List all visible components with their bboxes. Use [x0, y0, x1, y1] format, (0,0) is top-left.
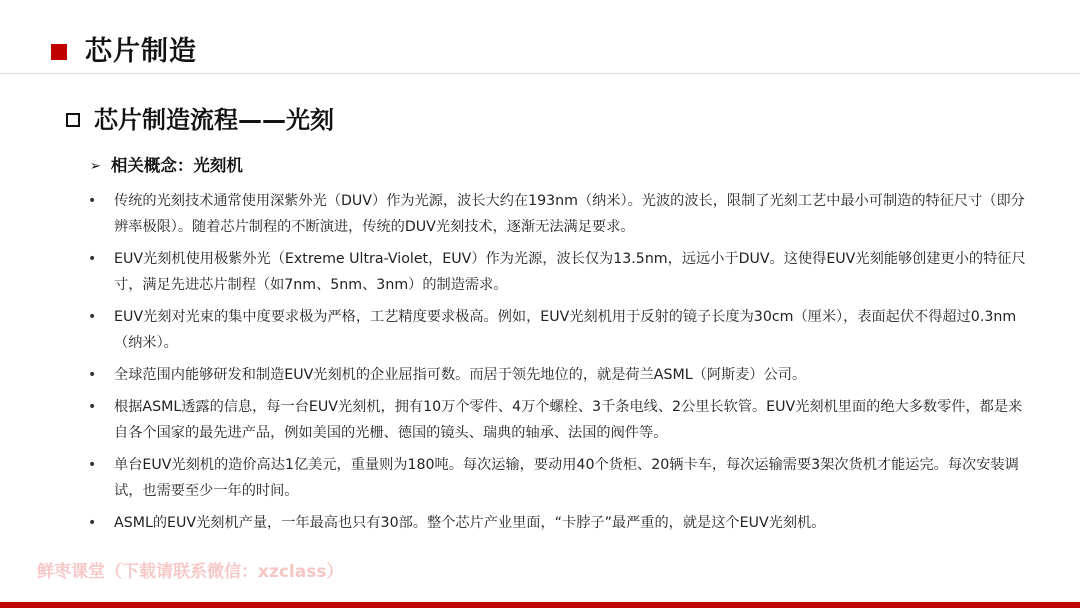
page-title: 芯片制造: [85, 36, 197, 67]
bottom-accent-bar: [0, 602, 1080, 608]
list-item-text: 根据ASML透露的信息，每一台EUV光刻机，拥有10万个零件、4万个螺栓、3千条电线、2公里长软管。EUV光刻机里面的绝大多数零件，都是来自各个国家的最先进产品，例如美国的光栅、德国的镜头、瑞典的轴承、法国的阀件等。: [114, 399, 1023, 441]
list-item: [88, 304, 1033, 356]
list-item-text: ASML的EUV光刻机产量，一年最高也只有30部。整个芯片产业里面，“卡脖子”最严重的，就是这个EUV光刻机。: [114, 515, 826, 531]
list-item-text: EUV光刻机使用极紫外光（Extreme Ultra-Violet，EUV）作为光源，波长仅为13.5nm，远远小于DUV。这使得EUV光刻能够创建更小的特征尺寸，满足先进芯片制程（如7nm、5nm、3nm）的制造需求。: [114, 251, 1026, 293]
section-heading: [66, 108, 334, 132]
bullet-dot-icon: •: [88, 457, 97, 473]
slide-header: [51, 38, 197, 65]
bullet-dot-icon: •: [88, 399, 97, 415]
title-divider: [0, 73, 1080, 74]
bullet-dot-icon: •: [88, 193, 97, 209]
subsection-heading: [90, 158, 243, 175]
section-title: 芯片制造流程——光刻: [94, 106, 334, 134]
watermark-text: 鲜枣课堂（下载请联系微信：xzclass）: [37, 562, 344, 582]
subsection-title: 相关概念：光刻机: [110, 156, 243, 175]
list-item-text: 全球范围内能够研发和制造EUV光刻机的企业屈指可数。而居于领先地位的，就是荷兰ASML（阿斯麦）公司。: [114, 367, 807, 383]
list-item: [88, 510, 1033, 536]
list-item: [88, 188, 1033, 240]
list-item-text: 单台EUV光刻机的造价高达1亿美元，重量则为180吨。每次运输，要动用40个货柜、20辆卡车，每次运输需要3架次货机才能运完。每次安装调试，也需要至少一年的时间。: [114, 457, 1019, 499]
bullet-dot-icon: •: [88, 367, 97, 383]
hollow-square-bullet-icon: [66, 113, 80, 127]
list-item: [88, 362, 1033, 388]
list-item: [88, 394, 1033, 446]
bullet-dot-icon: •: [88, 515, 97, 531]
list-item-text: EUV光刻对光束的集中度要求极为严格，工艺精度要求极高。例如，EUV光刻机用于反射的镜子长度为30cm（厘米），表面起伏不得超过0.3nm（纳米）。: [114, 309, 1017, 351]
title-square-icon: [51, 44, 67, 60]
list-item-text: 传统的光刻技术通常使用深紫外光（DUV）作为光源，波长大约在193nm（纳米）。光波的波长，限制了光刻工艺中最小可制造的特征尺寸（即分辨率极限）。随着芯片制程的不断演进，传统的DUV光刻技术，逐渐无法满足要求。: [114, 193, 1025, 235]
bullet-list: [88, 188, 1033, 542]
bullet-dot-icon: •: [88, 251, 97, 267]
list-item: [88, 246, 1033, 298]
arrow-bullet-icon: ➢: [90, 158, 101, 174]
bullet-dot-icon: •: [88, 309, 97, 325]
list-item: [88, 452, 1033, 504]
